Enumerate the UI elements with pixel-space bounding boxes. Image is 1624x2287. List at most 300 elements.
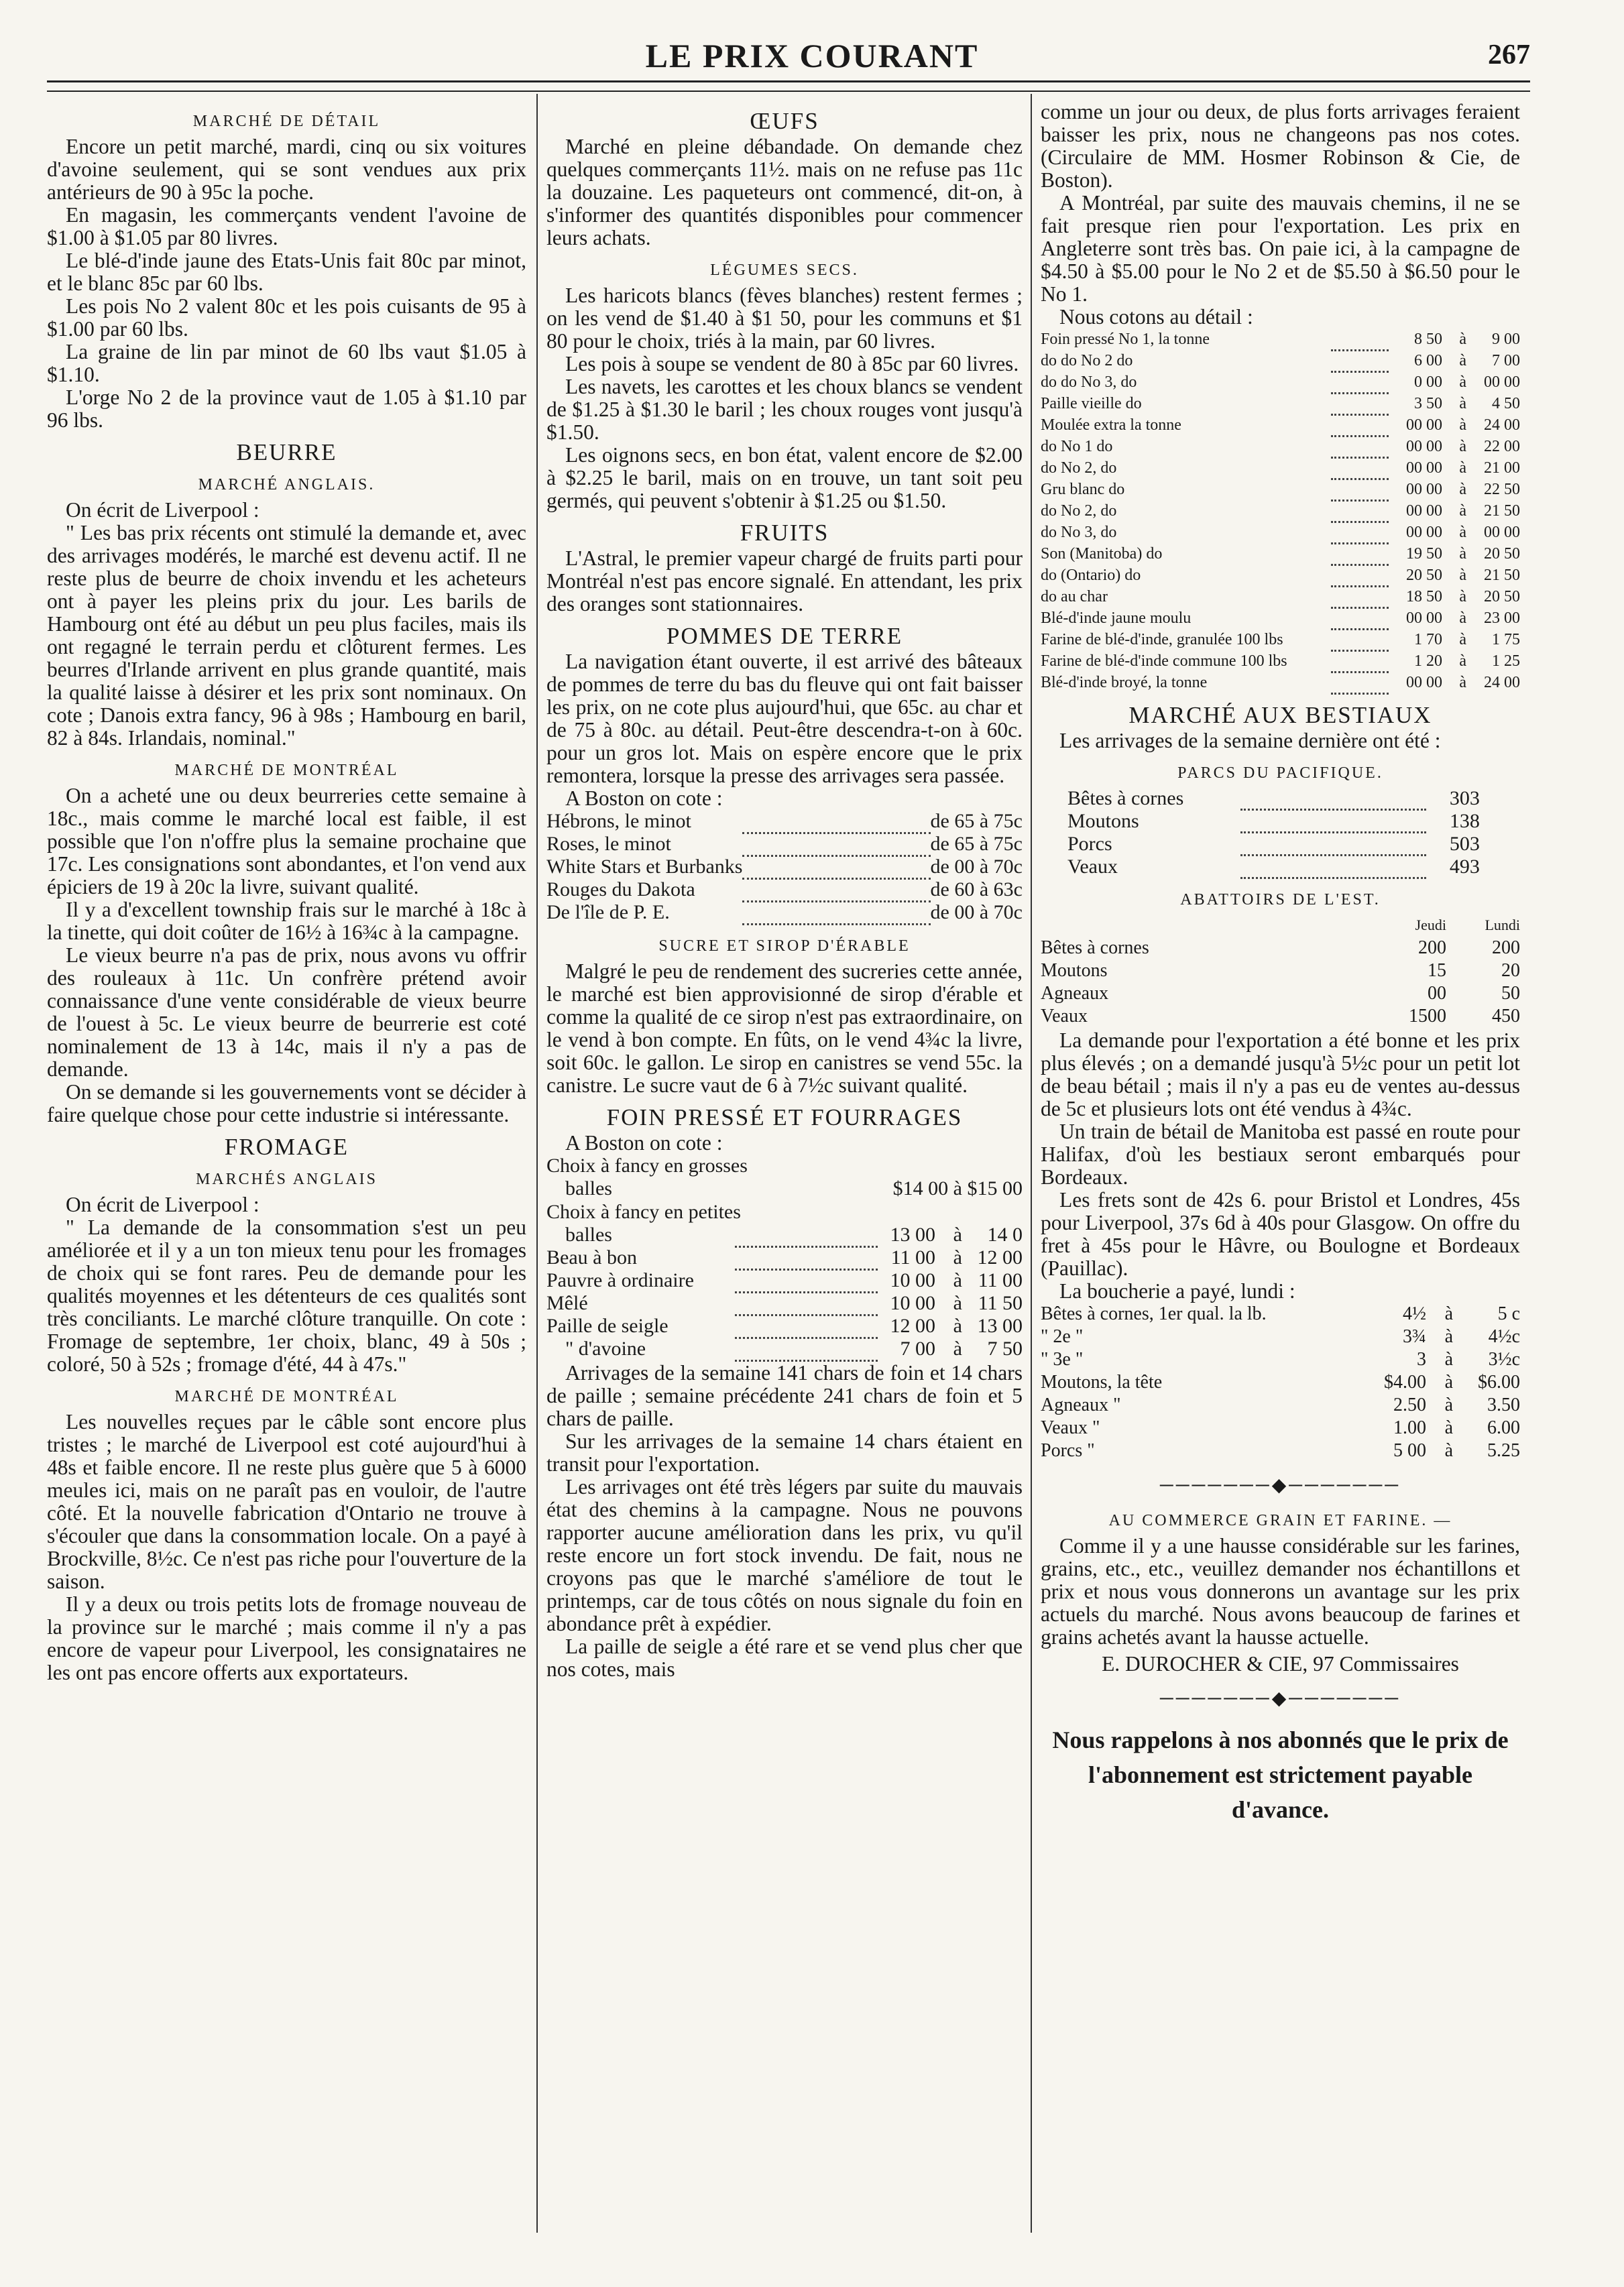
paragraph: Les arrivages de la semaine dernière ont été : bbox=[1059, 728, 1441, 752]
paragraph: L'orge No 2 de la province vaut de 1.05 à $1.10 par 96 lbs. bbox=[47, 386, 526, 432]
leader-dots bbox=[1331, 436, 1389, 457]
item-price: de 65 à 75c bbox=[930, 833, 1023, 855]
item-price: de 00 à 70c bbox=[930, 856, 1023, 878]
a-word: à bbox=[1444, 1303, 1453, 1324]
price-high: 20 50 bbox=[1484, 588, 1520, 605]
price-low: 1.00 bbox=[1393, 1417, 1426, 1438]
table-row bbox=[546, 1315, 1023, 1338]
a-word: à bbox=[953, 1269, 962, 1291]
item-name: Bêtes à cornes, 1er qual. la lb. bbox=[1041, 1303, 1267, 1324]
price-low: 10 00 bbox=[890, 1292, 935, 1314]
table-row bbox=[1041, 1348, 1520, 1371]
price-high: 22 50 bbox=[1484, 481, 1520, 498]
table-row bbox=[546, 878, 1023, 901]
table-row bbox=[1041, 607, 1520, 629]
leader-dots bbox=[1331, 629, 1389, 650]
a-word: à bbox=[1459, 545, 1466, 563]
table-row bbox=[1041, 1440, 1520, 1462]
item-name: Mêlé bbox=[546, 1292, 588, 1314]
item-name: do do No 2 do bbox=[1041, 352, 1133, 369]
column-3 bbox=[1041, 101, 1520, 2246]
item-name: Beau à bon bbox=[546, 1246, 637, 1269]
heading-marche-anglais: MARCHÉ ANGLAIS. bbox=[198, 476, 375, 493]
leader-dots bbox=[1331, 457, 1389, 479]
item-count: 303 bbox=[1449, 786, 1480, 809]
price-low: 6 00 bbox=[1414, 352, 1442, 369]
price-low: 0 00 bbox=[1414, 373, 1442, 391]
header-rule bbox=[47, 80, 1530, 82]
count-jeudi: 1500 bbox=[1409, 1006, 1446, 1027]
a-word: à bbox=[1444, 1326, 1453, 1347]
price-high: 00 00 bbox=[1484, 524, 1520, 541]
leader-dots bbox=[1331, 414, 1389, 436]
price-low: 11 00 bbox=[890, 1246, 935, 1269]
table-row bbox=[1041, 650, 1520, 672]
item-price: $14 00 à $15 00 bbox=[892, 1177, 1023, 1199]
a-word: à bbox=[1459, 459, 1466, 477]
price-low: 18 50 bbox=[1406, 588, 1442, 605]
paragraph: Comme il y a une hausse considérable sur les farines, grains, etc., etc., veuillez demander nos échantillons et prix et nous vous donnerons un avantage sur les prix actuels du marché. Nous avons beaucoup de farines et grains achetés avant la hausse actuelle. bbox=[1041, 1533, 1520, 1649]
leader-dots bbox=[1240, 810, 1426, 833]
item-name: Farine de blé-d'inde, granulée 100 lbs bbox=[1041, 631, 1283, 648]
paragraph: Les frets sont de 42s 6. pour Bristol et Londres, 45s pour Liverpool, 37s 6d à 40s pour Glasgow. On offre du fret à 45s pour le Hâvre, ou Boulogne et Bordeaux (Pauillac). bbox=[1041, 1187, 1520, 1280]
heading-marche-montreal: MARCHÉ DE MONTRÉAL bbox=[174, 762, 399, 779]
price-high: 12 00 bbox=[977, 1246, 1023, 1269]
paragraph: On se demande si les gouvernements vont se décider à faire quelque chose pour cette industrie si intéressante. bbox=[47, 1080, 526, 1126]
price-high: 1 75 bbox=[1492, 631, 1520, 648]
table-row bbox=[546, 1269, 1023, 1292]
paragraph: Les nouvelles reçues par le câble sont encore plus tristes ; le marché de Liverpool est coté aujourd'hui à 48s et faible encore. Il ne reste plus guère que 5 à 6000 meules ici, mais on ne paraît pas en vouloir, de l'autre côté. Et la nouvelle fabrication d'Ontario ne trouve à s'écouler que dans la consommation locale. On a payé à Brockville, 8½c. Ce n'est pas riche pour l'ouverture de la saison. bbox=[47, 1410, 526, 1593]
a-word: à bbox=[1459, 438, 1466, 455]
price-low: 5 00 bbox=[1393, 1440, 1426, 1461]
paragraph: On écrit de Liverpool : bbox=[66, 1193, 259, 1216]
table-row bbox=[546, 1200, 1023, 1224]
column-header: Jeudi bbox=[1415, 917, 1446, 933]
price-high: 1 25 bbox=[1492, 652, 1520, 670]
heading-parcs-pacifique: PARCS DU PACIFIQUE. bbox=[1177, 764, 1383, 782]
a-word: à bbox=[1459, 352, 1466, 369]
price-high: $6.00 bbox=[1478, 1371, 1520, 1393]
item-name: Veaux bbox=[1067, 855, 1118, 878]
price-high: 21 00 bbox=[1484, 459, 1520, 477]
masthead-title: LE PRIX COURANT bbox=[645, 37, 979, 74]
paragraph: Les haricots blancs (fèves blanches) restent fermes ; on les vend de $1.40 à $1 50, pour les communs et $1 80 pour le choix, triés à la main, par 60 livres. bbox=[546, 284, 1023, 353]
a-word: à bbox=[1459, 481, 1466, 498]
heading-marches-anglais: MARCHÉS ANGLAIS bbox=[195, 1171, 378, 1188]
leader-dots bbox=[1331, 522, 1389, 543]
item-name: Agneaux " bbox=[1041, 1394, 1121, 1415]
item-name: Porcs " bbox=[1041, 1440, 1095, 1461]
price-low: 00 00 bbox=[1406, 459, 1442, 477]
item-name: Farine de blé-d'inde commune 100 lbs bbox=[1041, 652, 1287, 670]
paragraph: Les arrivages ont été très légers par suite du mauvais état des chemins à la campagne. Nous ne pouvons rapporter aucune amélioration dans les prix, vu qu'il reste encore un fort stock invendu. De fait, nous ne croyons pas que le marché s'améliore de tout le printemps, car de tous côtés on nous signale du foin en abondance prêt à expédier. bbox=[546, 1474, 1023, 1635]
table-row bbox=[1041, 672, 1520, 693]
price-high: 6.00 bbox=[1487, 1417, 1520, 1438]
heading-fruits: FRUITS bbox=[740, 520, 829, 546]
table-row bbox=[1041, 1303, 1520, 1326]
table-row bbox=[1041, 329, 1520, 350]
table-row bbox=[546, 1292, 1023, 1315]
table-row bbox=[1067, 787, 1480, 810]
item-price: de 60 à 63c bbox=[930, 878, 1023, 900]
item-name: balles bbox=[565, 1177, 612, 1199]
price-low: 00 00 bbox=[1406, 438, 1442, 455]
price-high: 11 50 bbox=[978, 1292, 1023, 1314]
table-row bbox=[1067, 810, 1480, 833]
table-row bbox=[546, 1177, 1023, 1200]
paragraph: Les pois No 2 valent 80c et les pois cuisants de 95 à $1.00 par 60 lbs. bbox=[47, 294, 526, 341]
item-name: Veaux " bbox=[1041, 1417, 1100, 1438]
price-low: 00 00 bbox=[1406, 674, 1442, 691]
heading-fromage: FROMAGE bbox=[224, 1134, 349, 1160]
item-name: do No 2, do bbox=[1041, 459, 1117, 477]
retail-price-table bbox=[1041, 329, 1520, 695]
item-name: Choix à fancy en petites bbox=[546, 1201, 741, 1223]
paragraph: En magasin, les commerçants vendent l'avoine de $1.00 à $1.05 par 80 livres. bbox=[47, 203, 526, 249]
paragraph: L'Astral, le premier vapeur chargé de fruits parti pour Montréal n'est pas encore signalé. En attendant, les prix des oranges sont stationnaires. bbox=[546, 546, 1023, 615]
price-high: 14 0 bbox=[987, 1224, 1023, 1246]
count-lundi: 50 bbox=[1501, 983, 1520, 1004]
price-low: 00 00 bbox=[1406, 416, 1442, 434]
a-word: à bbox=[953, 1224, 962, 1246]
item-name: Moutons bbox=[1041, 960, 1108, 981]
heading-pommes-de-terre: POMMES DE TERRE bbox=[666, 623, 903, 649]
count-jeudi: 15 bbox=[1428, 960, 1446, 981]
price-high: 5 c bbox=[1497, 1303, 1520, 1324]
paragraph: Nous cotons au détail : bbox=[1059, 305, 1253, 329]
price-low: 2.50 bbox=[1393, 1394, 1426, 1415]
table-row bbox=[1041, 937, 1520, 959]
table-row bbox=[546, 901, 1023, 924]
item-name: " d'avoine bbox=[565, 1338, 646, 1360]
leader-dots bbox=[1331, 565, 1389, 586]
a-word: à bbox=[1459, 373, 1466, 391]
price-high: 00 00 bbox=[1484, 373, 1520, 391]
price-low: 1 20 bbox=[1414, 652, 1442, 670]
paragraph: Un train de bétail de Manitoba est passé en route pour Halifax, d'où les bestiaux seront embarqués pour Bordeaux. bbox=[1041, 1119, 1520, 1189]
column-2 bbox=[546, 101, 1023, 2246]
price-high: 11 00 bbox=[978, 1269, 1023, 1291]
a-word: à bbox=[1459, 416, 1466, 434]
price-high: 5.25 bbox=[1487, 1440, 1520, 1461]
leader-dots bbox=[1331, 350, 1389, 371]
price-low: 10 00 bbox=[890, 1269, 935, 1291]
ornament-divider: ───────◆─────── bbox=[1159, 1474, 1401, 1496]
leader-dots bbox=[1240, 856, 1426, 878]
hay-price-table bbox=[546, 1155, 1023, 1224]
table-row bbox=[1041, 436, 1520, 457]
a-word: à bbox=[1444, 1394, 1453, 1415]
price-low: 3 bbox=[1417, 1348, 1426, 1370]
price-low: $4.00 bbox=[1384, 1371, 1426, 1393]
butcher-table bbox=[1041, 1303, 1520, 1462]
price-low: 00 00 bbox=[1406, 524, 1442, 541]
item-name: Choix à fancy en grosses bbox=[546, 1154, 748, 1177]
price-low: 00 00 bbox=[1406, 481, 1442, 498]
count-lundi: 450 bbox=[1492, 1006, 1520, 1027]
paragraph: Sur les arrivages de la semaine 14 chars étaient en transit pour l'exportation. bbox=[546, 1429, 1023, 1476]
table-row bbox=[1041, 982, 1520, 1005]
item-price: de 00 à 70c bbox=[930, 901, 1023, 923]
paragraph: " Les bas prix récents ont stimulé la demande et, avec des arrivages modérés, le marché est devenu actif. Il ne reste plus de beurre de choix invendu et les acheteurs ont à payer les pleins prix du jour. Les barils de Hambourg ont été au début un peu plus faciles, mais ils ont regagné le terrain perdu et clôturent fermes. Les beurres d'Irlande arrivent en plus grande quantité, mais la qualité laisse à désirer et les prix sont nominaux. On cote ; Danois extra fancy, 96 à 98s ; Hambourg en baril, 82 à 84s. Irlandais, nominal." bbox=[47, 521, 526, 750]
item-name: De l'île de P. E. bbox=[546, 901, 670, 923]
price-high: 4 50 bbox=[1492, 395, 1520, 412]
item-name: Blé-d'inde jaune moulu bbox=[1041, 609, 1192, 627]
a-word: à bbox=[1459, 652, 1466, 670]
a-word: à bbox=[1459, 331, 1466, 348]
paragraph: On écrit de Liverpool : bbox=[66, 498, 259, 522]
count-jeudi: 00 bbox=[1428, 983, 1446, 1004]
item-name: Paille de seigle bbox=[546, 1315, 669, 1337]
price-low: 00 00 bbox=[1406, 609, 1442, 627]
paragraph: Il y a deux ou trois petits lots de fromage nouveau de la province sur le marché ; mais comme il n'y a pas encore de vapeur pour Liverpool, les consignataires ne les ont pas encore offerts aux exportateurs. bbox=[47, 1592, 526, 1684]
a-word: à bbox=[1444, 1348, 1453, 1370]
subscription-notice: Nous rappelons à nos abonnés que le prix de l'abonnement est strictement payable d'avance. bbox=[1052, 1726, 1509, 1823]
item-name: do (Ontario) do bbox=[1041, 567, 1141, 584]
price-high: 24 00 bbox=[1484, 416, 1520, 434]
paragraph: Marché en pleine débandade. On demande chez quelques commerçants 11½. mais on ne refuse pas 11c la douzaine. Les paqueteurs ont commencé, dit-on, à s'informer des quantités disponibles pour commencer leurs achats. bbox=[546, 135, 1023, 249]
item-name: Agneaux bbox=[1041, 983, 1109, 1004]
price-high: 21 50 bbox=[1484, 567, 1520, 584]
column-1 bbox=[47, 101, 526, 2246]
leader-dots bbox=[1331, 500, 1389, 522]
price-low: 7 00 bbox=[900, 1338, 935, 1360]
paragraph: Malgré le peu de rendement des sucreries cette année, le marché est bien approvisionné de sirop d'érable et comme la qualité de ce sirop n'est pas extraordinaire, on le vend à bon compte. En fûts, on le vend 4¾c la livre, soit 60c. le gallon. Le sirop en canistres se vend 55c. la canistre. Le sucre vaut de 6 à 7½c suivant qualité. bbox=[546, 959, 1023, 1097]
heading-beurre: BEURRE bbox=[236, 439, 337, 465]
leader-dots bbox=[1331, 393, 1389, 414]
a-word: à bbox=[1459, 609, 1466, 627]
table-row bbox=[1041, 629, 1520, 650]
paragraph: comme un jour ou deux, de plus forts arrivages feraient baisser les prix, nous ne changeons pas nos cotes. (Circulaire de MM. Hosmer Robinson & Cie, de Boston). bbox=[1041, 101, 1520, 192]
table-row bbox=[1041, 479, 1520, 500]
column-header: Lundi bbox=[1485, 917, 1520, 933]
table-row bbox=[546, 1224, 1023, 1246]
item-name: White Stars et Burbanks bbox=[546, 856, 743, 878]
price-low: 1 70 bbox=[1414, 631, 1442, 648]
table-row bbox=[1041, 1326, 1520, 1348]
price-low: 00 00 bbox=[1406, 502, 1442, 520]
item-name: balles bbox=[565, 1224, 612, 1246]
item-name: do au char bbox=[1041, 588, 1108, 605]
paragraph: Le vieux beurre n'a pas de prix, nous avons vu offrir des rouleaux à 11c. Un confrère prétend avoir connaissance d'une vente considérable de vieux beurre de l'ouest à 5c. Le vieux beurre de beurrerie est coté nominalement de 13 à 14c, mais il n'y a pas de demande. bbox=[47, 943, 526, 1081]
price-low: 3¾ bbox=[1403, 1326, 1426, 1347]
paragraph: Encore un petit marché, mardi, cinq ou six voitures d'avoine seulement, qui se sont vendues aux prix antérieurs de 90 à 95c la poche. bbox=[47, 135, 526, 204]
item-count: 503 bbox=[1449, 832, 1480, 855]
a-word: à bbox=[953, 1315, 962, 1337]
item-name: do do No 3, do bbox=[1041, 373, 1137, 391]
table-row bbox=[546, 1338, 1023, 1360]
item-name: do No 3, do bbox=[1041, 524, 1117, 541]
table-row bbox=[1041, 1371, 1520, 1394]
leader-dots bbox=[1331, 672, 1389, 693]
column-divider-2 bbox=[1031, 94, 1032, 2233]
item-name: Paille vieille do bbox=[1041, 395, 1142, 412]
price-high: 4½c bbox=[1488, 1326, 1520, 1347]
leader-dots bbox=[1240, 833, 1426, 856]
paragraph: Le blé-d'inde jaune des Etats-Unis fait 80c par minot, et le blanc 85c par 60 lbs. bbox=[47, 249, 526, 295]
item-count: 493 bbox=[1449, 855, 1480, 878]
heading-abattoirs: ABATTOIRS DE L'EST. bbox=[1180, 891, 1381, 908]
signature: E. DUROCHER & CIE, 97 Commissaires bbox=[1102, 1651, 1459, 1676]
table-row bbox=[1041, 457, 1520, 479]
table-row bbox=[546, 1246, 1023, 1269]
paragraph: Les oignons secs, en bon état, valent encore de $2.00 à $2.25 le baril, mais on en trouve, un tant soit peu germés, qui peuvent s'obtenir à $1.25 ou $1.50. bbox=[546, 443, 1023, 512]
price-high: 9 00 bbox=[1492, 331, 1520, 348]
heading-legumes-secs: LÉGUMES SECS. bbox=[710, 261, 859, 279]
paragraph: Il y a d'excellent township frais sur le marché à 18c à la tinette, qui doit coûter de 16½ à 16¾c à la campagne. bbox=[47, 898, 526, 944]
item-name: Moutons bbox=[1067, 809, 1139, 832]
table-row bbox=[1041, 543, 1520, 565]
paragraph: La demande pour l'exportation a été bonne et les prix plus élevés ; on a demandé jusqu'à 5½c pour un petit lot de beau bétail ; mais il n'y a pas eu de ventes au-dessus de 5c et plusieurs lots ont été vendus à 4¾c. bbox=[1041, 1028, 1520, 1120]
column-divider-1 bbox=[536, 94, 538, 2233]
price-high: 21 50 bbox=[1484, 502, 1520, 520]
a-word: à bbox=[1459, 588, 1466, 605]
item-name: Foin pressé No 1, la tonne bbox=[1041, 331, 1210, 348]
a-word: à bbox=[1459, 674, 1466, 691]
table-row bbox=[1041, 350, 1520, 371]
item-price: de 65 à 75c bbox=[930, 810, 1023, 832]
price-high: 7 00 bbox=[1492, 352, 1520, 369]
table-row bbox=[1067, 856, 1480, 878]
item-name: Porcs bbox=[1067, 832, 1112, 855]
item-name: Pauvre à ordinaire bbox=[546, 1269, 694, 1291]
item-name: Gru blanc do bbox=[1041, 481, 1125, 498]
item-name: do No 2, do bbox=[1041, 502, 1117, 520]
table-row bbox=[546, 1155, 1023, 1177]
heading-marche-detail: MARCHÉ DE DÉTAIL bbox=[192, 113, 381, 130]
price-high: 3.50 bbox=[1487, 1394, 1520, 1415]
a-word: à bbox=[1459, 524, 1466, 541]
table-row bbox=[546, 856, 1023, 878]
page-number: 267 bbox=[1488, 40, 1530, 70]
item-name: Bêtes à cornes bbox=[1041, 937, 1149, 958]
page-header bbox=[0, 27, 1624, 80]
a-word: à bbox=[953, 1246, 962, 1269]
paragraph: La navigation étant ouverte, il est arrivé des bâteaux de pommes de terre du bas du fleuve qui ont fait baisser les prix, on ne cote plus aujourd'hui, que 65c. au char et de 75 à 80c. au détail. Peut-être descendra-t-on à 60c. pour un gros lot. Mais on espère encore que le prix remontera, lorsque la presse des arrivages sera passée. bbox=[546, 650, 1023, 787]
paragraph: Les navets, les carottes et les choux blancs se vendent de $1.25 à $1.30 le baril ; les choux rouges vont jusqu'à $1.50. bbox=[546, 375, 1023, 444]
table-row bbox=[546, 833, 1023, 856]
price-high: 7 50 bbox=[987, 1338, 1023, 1360]
price-high: 23 00 bbox=[1484, 609, 1520, 627]
table-header-row bbox=[1041, 914, 1520, 937]
table-row bbox=[1041, 371, 1520, 393]
paragraph: La graine de lin par minot de 60 lbs vaut $1.05 à $1.10. bbox=[47, 340, 526, 386]
price-high: 3½c bbox=[1488, 1348, 1520, 1370]
item-name: Moulée extra la tonne bbox=[1041, 416, 1181, 434]
a-word: à bbox=[1444, 1371, 1453, 1393]
price-high: 13 00 bbox=[977, 1315, 1023, 1337]
paragraph: La paille de seigle a été rare et se vend plus cher que nos cotes, mais bbox=[546, 1634, 1023, 1681]
paragraph: " La demande de la consommation s'est un peu améliorée et il y a un ton mieux tenu pour les fromages de choix qui se font rares. Peu de demande pour les qualités moyennes et les détenteurs de ces qualités sont très conciliants. Le marché clôture tranquille. On cote : Fromage de septembre, 1er choix, blanc, 49 à 50s ; coloré, 50 à 52s ; fromage d'été, 44 à 47s." bbox=[47, 1216, 526, 1376]
table-row bbox=[1041, 1394, 1520, 1417]
paragraph: A Boston on cote : bbox=[565, 786, 723, 810]
item-name: Bêtes à cornes bbox=[1067, 786, 1184, 809]
table-row bbox=[1041, 414, 1520, 436]
table-row bbox=[1041, 1417, 1520, 1440]
leader-dots bbox=[1240, 787, 1426, 810]
item-name: Blé-d'inde broyé, la tonne bbox=[1041, 674, 1208, 691]
leader-dots bbox=[1331, 543, 1389, 565]
leader-dots bbox=[1331, 607, 1389, 629]
price-high: 20 50 bbox=[1484, 545, 1520, 563]
heading-marche-montreal-2: MARCHÉ DE MONTRÉAL bbox=[174, 1388, 399, 1405]
price-low: 4½ bbox=[1403, 1303, 1426, 1324]
count-lundi: 200 bbox=[1492, 937, 1520, 958]
a-word: à bbox=[953, 1338, 962, 1360]
heading-sucre-sirop: SUCRE ET SIROP D'ÉRABLE bbox=[658, 937, 911, 955]
table-row bbox=[1041, 500, 1520, 522]
paragraph: A Montréal, par suite des mauvais chemins, il ne se fait presque rien pour l'exportation. Les prix en Angleterre sont très bas. On paie ici, à la campagne de $4.50 à $5.00 pour le No 2 et de $5.50 à $6.50 pour le No 1. bbox=[1041, 191, 1520, 306]
leader-dots bbox=[1331, 479, 1389, 500]
abattoirs-table bbox=[1041, 914, 1520, 1029]
item-name: " 3e " bbox=[1041, 1348, 1084, 1370]
item-name: Son (Manitoba) do bbox=[1041, 545, 1163, 563]
table-row bbox=[1067, 833, 1480, 856]
paragraph: On a acheté une ou deux beurreries cette semaine à 18c., mais comme le marché local est faible, il est possible que l'on n'offre plus la semaine prochaine que 17c. Les consignations sont abondantes, et l'on vend aux épiciers de 19 à 20c la livre, suivant qualité. bbox=[47, 784, 526, 898]
a-word: à bbox=[1444, 1440, 1453, 1461]
a-word: à bbox=[1459, 567, 1466, 584]
count-lundi: 20 bbox=[1501, 960, 1520, 981]
a-word: à bbox=[1444, 1417, 1453, 1438]
price-high: 22 00 bbox=[1484, 438, 1520, 455]
table-row bbox=[1041, 1005, 1520, 1028]
price-high: 24 00 bbox=[1484, 674, 1520, 691]
heading-foin-presse: FOIN PRESSÉ ET FOURRAGES bbox=[606, 1104, 963, 1130]
leader-dots bbox=[1331, 650, 1389, 672]
paragraph: A Boston on cote : bbox=[565, 1130, 723, 1155]
table-row bbox=[1041, 586, 1520, 607]
price-low: 19 50 bbox=[1406, 545, 1442, 563]
item-name: do No 1 do bbox=[1041, 438, 1113, 455]
item-name: Veaux bbox=[1041, 1006, 1088, 1027]
paragraph: La boucherie a payé, lundi : bbox=[1059, 1279, 1295, 1303]
table-row bbox=[1041, 393, 1520, 414]
item-name: Moutons, la tête bbox=[1041, 1371, 1163, 1393]
pacific-table bbox=[1067, 787, 1480, 880]
item-name: Hébrons, le minot bbox=[546, 810, 691, 832]
header-rule-2 bbox=[47, 91, 1530, 92]
item-count: 138 bbox=[1449, 809, 1480, 832]
table-row bbox=[546, 810, 1023, 833]
heading-marche-bestiaux: MARCHÉ AUX BESTIAUX bbox=[1128, 701, 1432, 728]
item-name: Roses, le minot bbox=[546, 833, 671, 855]
heading-oeufs: ŒUFS bbox=[750, 108, 819, 134]
count-jeudi: 200 bbox=[1418, 937, 1446, 958]
table-row bbox=[1041, 522, 1520, 543]
a-word: à bbox=[1459, 395, 1466, 412]
ornament-divider: ───────◆─────── bbox=[1159, 1688, 1401, 1709]
item-name: Rouges du Dakota bbox=[546, 878, 695, 900]
price-low: 20 50 bbox=[1406, 567, 1442, 584]
paragraph: Les pois à soupe se vendent de 80 à 85c par 60 livres. bbox=[565, 352, 1019, 375]
price-low: 12 00 bbox=[890, 1315, 935, 1337]
potato-price-table bbox=[546, 810, 1023, 925]
a-word: à bbox=[1459, 502, 1466, 520]
leader-dots bbox=[1331, 371, 1389, 393]
table-row bbox=[1041, 959, 1520, 982]
price-low: 3 50 bbox=[1414, 395, 1442, 412]
item-name: " 2e " bbox=[1041, 1326, 1084, 1347]
leader-dots bbox=[1331, 586, 1389, 607]
price-low: 13 00 bbox=[890, 1224, 935, 1246]
hay-price-table-2 bbox=[546, 1224, 1023, 1362]
price-low: 8 50 bbox=[1414, 331, 1442, 348]
leader-dots bbox=[1331, 329, 1389, 350]
paragraph: Arrivages de la semaine 141 chars de foin et 14 chars de paille ; semaine précédente 241 chars de foin et 5 chars de paille. bbox=[546, 1360, 1023, 1430]
heading-commerce-grain: AU COMMERCE GRAIN ET FARINE. — bbox=[1108, 1511, 1452, 1529]
a-word: à bbox=[1459, 631, 1466, 648]
table-row bbox=[1041, 565, 1520, 586]
